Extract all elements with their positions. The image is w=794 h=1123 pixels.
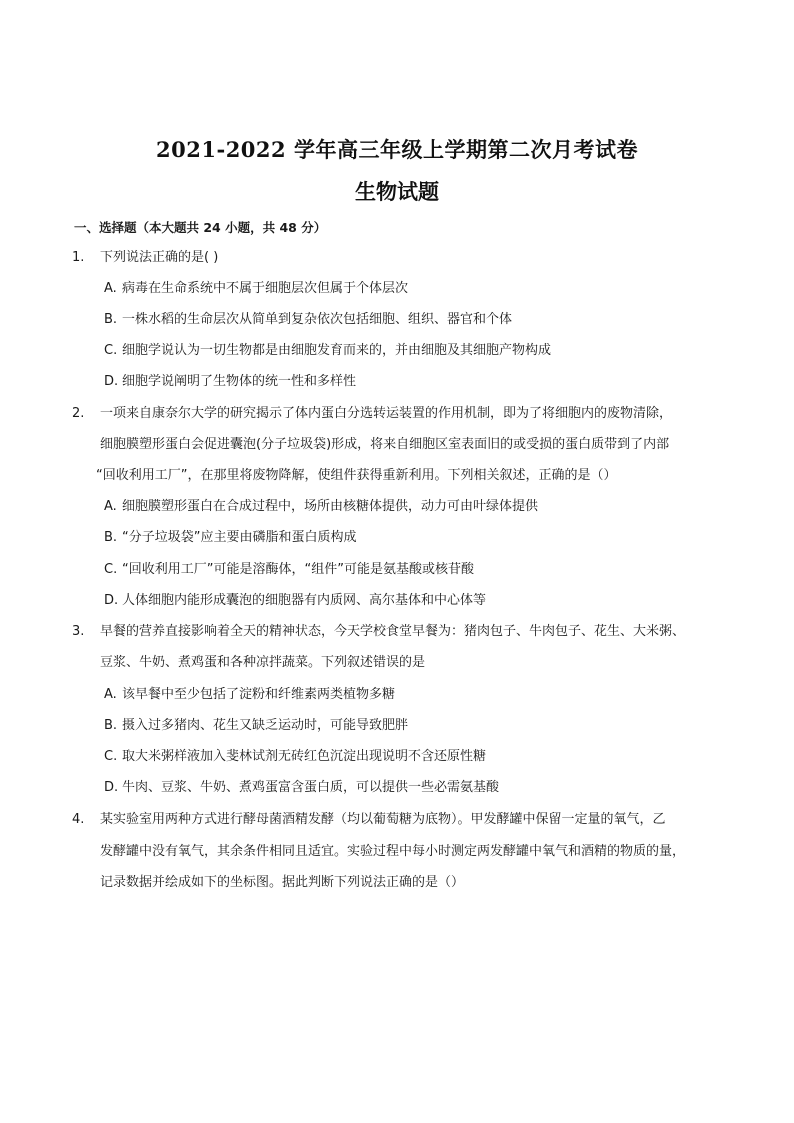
option-text: 牛肉、豆浆、牛奶、煮鸡蛋富含蛋白质，可以提供一些必需氨基酸 <box>122 780 500 795</box>
option-label: B. <box>104 312 118 327</box>
option-label: A. <box>104 687 117 702</box>
question-stem-line: 记录数据并绘成如下的坐标图。据此判断下列说法正确的是（） <box>100 875 465 890</box>
option-text: “回收利用工厂”可能是溶酶体，“组件”可能是氨基酸或核苷酸 <box>122 562 474 577</box>
option-a <box>104 686 395 704</box>
option-text: 该早餐中至少包括了淀粉和纤维素两类植物多糖 <box>122 687 396 702</box>
option-text: 人体细胞内能形成囊泡的细胞器有内质网、高尔基体和中心体等 <box>122 593 487 608</box>
option-label: C. <box>104 749 118 764</box>
option-label: D. <box>104 374 119 389</box>
question-number: 4. <box>72 812 85 827</box>
section-heading: 一、选择题（本大题共 24 小题，共 48 分） <box>74 220 327 235</box>
question-stem-line: 下列说法正确的是( ) <box>100 250 219 265</box>
option-text: 一株水稻的生命层次从简单到复杂依次包括细胞、组织、器官和个体 <box>122 312 513 327</box>
option-text: 病毒在生命系统中不属于细胞层次但属于个体层次 <box>122 281 409 296</box>
question-stem-line: 细胞膜塑形蛋白会促进囊泡(分子垃圾袋)形成，将来自细胞区室表面旧的或受损的蛋白质带到了内部 <box>100 437 670 452</box>
option-text: 细胞学说阐明了生物体的统一性和多样性 <box>122 374 357 389</box>
option-label: A. <box>104 281 117 296</box>
option-label: C. <box>104 343 118 358</box>
exam-subject: 生物试题 <box>355 179 439 204</box>
option-label: D. <box>104 593 119 608</box>
option-a <box>104 280 408 298</box>
question-stem-line: 一项来自康奈尔大学的研究揭示了体内蛋白分选转运装置的作用机制，即为了将细胞内的废物清除， <box>100 406 673 421</box>
question-number: 3. <box>72 624 85 639</box>
option-d <box>104 779 499 797</box>
question-number: 2. <box>72 406 85 421</box>
exam-title: 2021-2022 学年高三年级上学期第二次月考试卷 <box>156 137 638 162</box>
option-c <box>104 342 551 360</box>
option-label: B. <box>104 530 118 545</box>
option-c <box>104 748 486 766</box>
option-text: “分子垃圾袋”应主要由磷脂和蛋白质构成 <box>122 530 357 545</box>
question-stem-line: 发酵罐中没有氧气，其余条件相同且适宜。实验过程中每小时测定两发酵罐中氧气和酒精的物质的量， <box>100 844 686 859</box>
question-stem-line: 某实验室用两种方式进行酵母菌酒精发酵（均以葡萄糖为底物）。甲发酵罐中保留一定量的氧气，乙 <box>100 812 666 827</box>
option-text: 摄入过多猪肉、花生又缺乏运动时，可能导致肥胖 <box>122 718 409 733</box>
option-label: B. <box>104 718 118 733</box>
option-text: 取大米粥样液加入斐林试剂无砖红色沉淀出现说明不含还原性糖 <box>122 749 487 764</box>
option-label: C. <box>104 562 118 577</box>
question-stem-line: 豆浆、牛奶、煮鸡蛋和各种凉拌蔬菜。下列叙述错误的是 <box>100 655 426 670</box>
question-stem-line: “回收利用工厂”，在那里将废物降解，使组件获得重新利用。下列相关叙述，正确的是（） <box>96 468 617 483</box>
option-text: 细胞学说认为一切生物都是由细胞发育而来的，并由细胞及其细胞产物构成 <box>122 343 552 358</box>
option-b <box>104 717 408 735</box>
option-d <box>104 373 356 391</box>
option-text: 细胞膜塑形蛋白在合成过程中，场所由核糖体提供，动力可由叶绿体提供 <box>122 499 539 514</box>
option-a <box>104 498 538 516</box>
question-number: 1. <box>72 250 85 265</box>
option-c <box>104 561 474 579</box>
option-d <box>104 592 486 610</box>
question-stem-line: 早餐的营养直接影响着全天的精神状态，今天学校食堂早餐为：猪肉包子、牛肉包子、花生、大米粥、 <box>100 624 686 639</box>
option-b <box>104 311 512 329</box>
option-label: A. <box>104 499 117 514</box>
option-b <box>104 529 356 547</box>
option-label: D. <box>104 780 119 795</box>
